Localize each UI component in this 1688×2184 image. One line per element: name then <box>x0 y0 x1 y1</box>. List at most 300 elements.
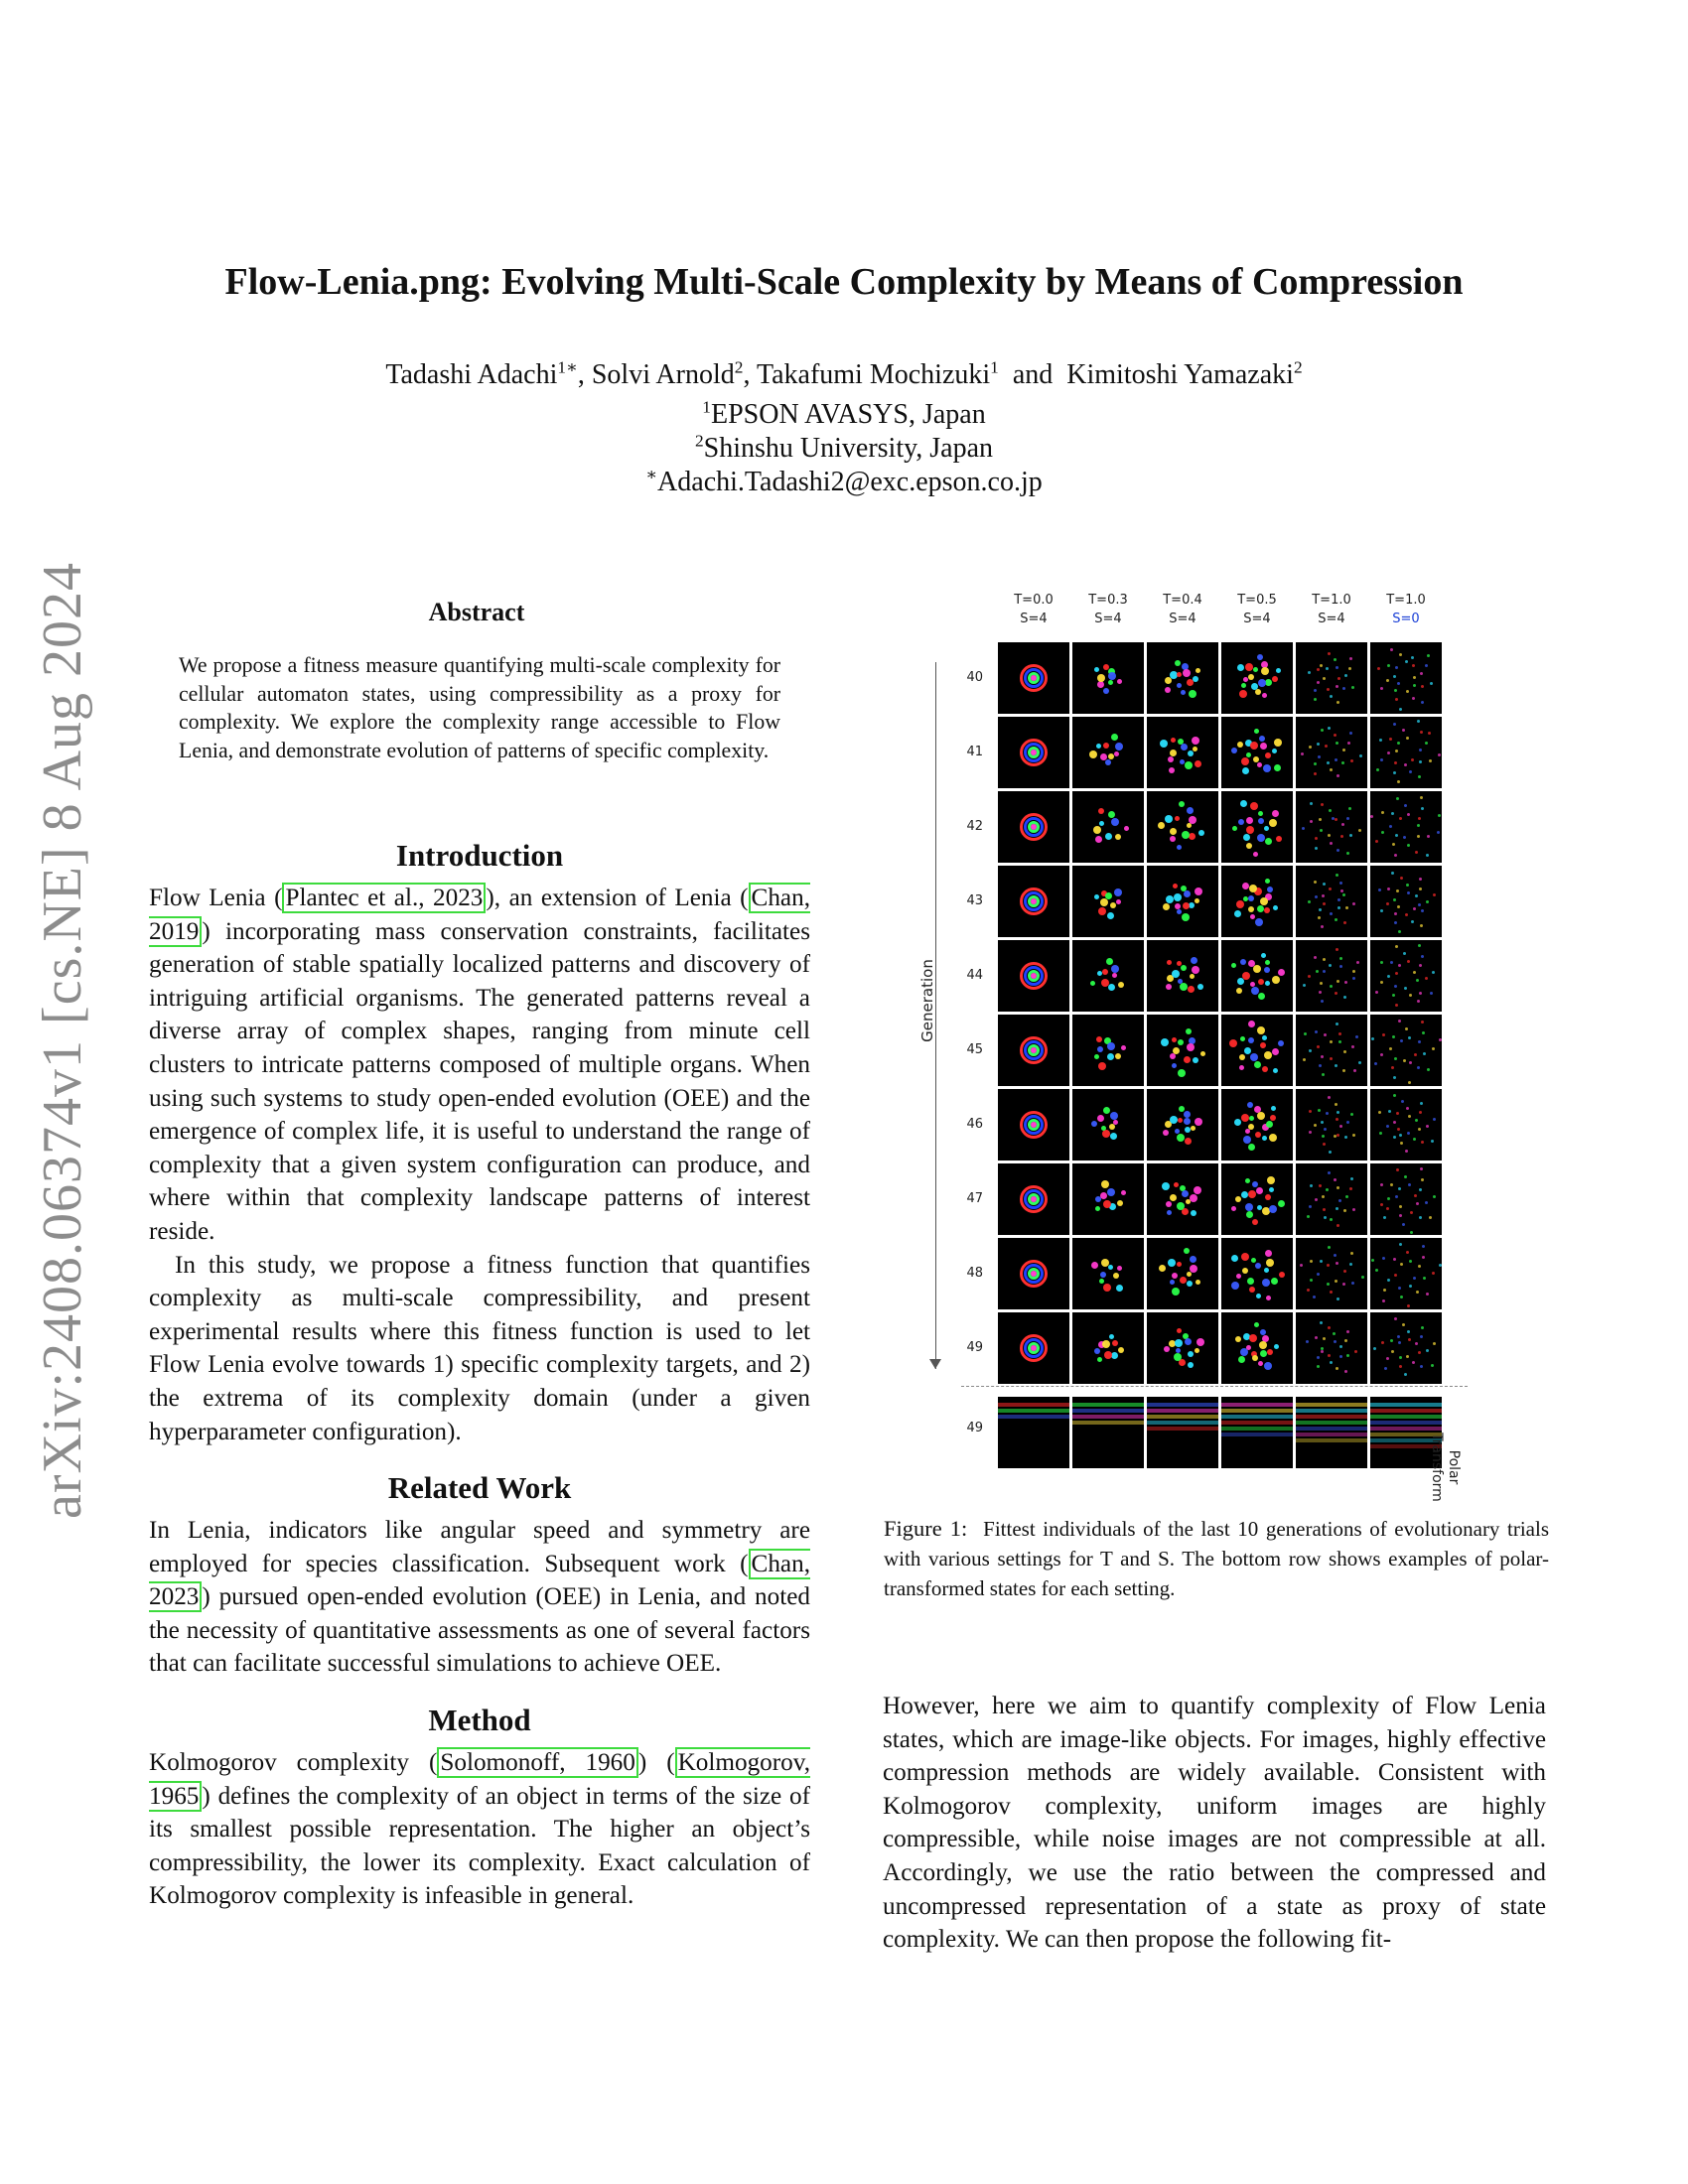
cell-blob <box>1406 1251 1409 1254</box>
polar-band <box>1072 1403 1144 1407</box>
cell-blob <box>1112 973 1117 978</box>
cell-blob <box>1395 698 1398 701</box>
cell-blob <box>1395 834 1398 837</box>
cell-blob <box>1398 930 1401 933</box>
cell-blob <box>1421 909 1424 912</box>
cell-blob <box>1352 1134 1355 1137</box>
cell-blob <box>1108 753 1114 759</box>
cell-blob <box>1274 739 1282 747</box>
cell-blob <box>1177 1262 1182 1267</box>
cell-blob <box>1173 884 1178 888</box>
pattern-cell <box>1296 1015 1367 1086</box>
paper-title: Flow-Lenia.png: Evolving Multi-Scale Complexity by Means of Compression <box>224 261 1464 303</box>
cell-blob <box>1386 902 1389 905</box>
cell-blob <box>1414 1053 1417 1056</box>
cell-blob <box>1315 1030 1318 1033</box>
cell-blob <box>1399 1356 1402 1359</box>
pattern-cell <box>1370 1089 1442 1160</box>
column-header <box>1071 591 1145 628</box>
cell-blob <box>1238 1356 1245 1363</box>
cell-blob <box>1429 1216 1432 1219</box>
cell-blob <box>1115 743 1123 751</box>
cell-blob <box>1416 1202 1419 1205</box>
cell-blob <box>1165 815 1173 823</box>
cell-blob <box>1341 761 1344 764</box>
cell-blob <box>1257 1112 1265 1120</box>
cell-blob <box>1246 826 1254 834</box>
cell-blob <box>1248 906 1254 912</box>
cell-blob <box>1379 1132 1382 1135</box>
generation-label: 47 <box>966 1191 983 1206</box>
cell-blob <box>1188 1351 1194 1357</box>
cell-blob <box>1253 852 1258 857</box>
cell-blob <box>1267 1349 1273 1355</box>
cell-blob <box>1314 956 1317 959</box>
cell-blob <box>1336 1207 1338 1210</box>
cell-blob <box>1394 689 1397 692</box>
cell-blob <box>1438 753 1441 756</box>
cell-blob <box>1388 1110 1391 1113</box>
pattern-cell <box>1147 1238 1218 1309</box>
pattern-cell <box>1296 1397 1367 1468</box>
cell-blob <box>1425 977 1428 980</box>
cell-blob <box>1124 826 1129 831</box>
ring-shape <box>1031 1047 1037 1053</box>
cell-blob <box>1183 902 1190 909</box>
cell-blob <box>1381 831 1384 834</box>
cell-blob <box>1242 883 1249 889</box>
cell-blob <box>1273 1068 1278 1073</box>
cell-blob <box>1430 992 1433 995</box>
cell-blob <box>1240 800 1247 807</box>
cell-blob <box>1315 1198 1318 1201</box>
cell-blob <box>1188 1362 1194 1368</box>
column-t-label: T=0.3 <box>1088 593 1128 608</box>
cell-blob <box>1175 816 1180 821</box>
polar-band <box>1296 1403 1367 1407</box>
cell-blob <box>1186 1199 1191 1204</box>
ring-shape <box>1031 1122 1037 1128</box>
cell-blob <box>1351 1045 1354 1048</box>
cell-blob <box>1336 1023 1338 1025</box>
cell-blob <box>1343 1270 1346 1273</box>
citation-link[interactable]: Kolmogorov, 1965 <box>149 1749 810 1810</box>
cell-blob <box>1342 1283 1345 1286</box>
pattern-cell <box>1221 866 1293 937</box>
cell-blob <box>1265 981 1270 986</box>
polar-band <box>1296 1415 1367 1419</box>
cell-blob <box>1339 1345 1342 1348</box>
cell-blob <box>1333 1332 1336 1335</box>
cell-blob <box>1427 835 1430 838</box>
cell-blob <box>1196 1280 1200 1285</box>
cell-blob <box>1402 729 1405 732</box>
cell-blob <box>1276 836 1282 842</box>
column-header <box>1369 591 1443 628</box>
cell-blob <box>1317 1356 1320 1359</box>
cell-blob <box>1351 686 1354 689</box>
cell-blob <box>1194 1186 1201 1194</box>
cell-blob <box>1328 1354 1331 1357</box>
cell-blob <box>1337 898 1340 901</box>
cell-blob <box>1249 1116 1254 1121</box>
pattern-cell <box>1296 1089 1367 1160</box>
cell-blob <box>1389 1047 1392 1050</box>
cell-blob <box>1261 953 1266 958</box>
cell-blob <box>1373 1347 1376 1350</box>
polar-band <box>998 1415 1069 1419</box>
cell-blob <box>1406 1107 1409 1110</box>
cell-blob <box>1406 690 1409 693</box>
cell-blob <box>1386 679 1389 682</box>
generation-label: 43 <box>966 893 983 908</box>
cell-blob <box>1172 1037 1177 1042</box>
column-t-label: T=1.0 <box>1386 593 1426 608</box>
cell-blob <box>1335 918 1337 921</box>
cell-blob <box>1174 893 1182 901</box>
cell-blob <box>1322 894 1325 897</box>
polar-band <box>1296 1409 1367 1413</box>
cell-blob <box>1096 1036 1102 1042</box>
cell-blob <box>1260 743 1267 750</box>
citation-link[interactable]: Plantec et al., 2023 <box>282 883 486 913</box>
citation-link[interactable]: Solomonoff, 1960 <box>437 1747 638 1778</box>
cell-blob <box>1254 1061 1261 1068</box>
cell-blob <box>1374 1062 1377 1065</box>
cell-blob <box>1349 834 1352 837</box>
cell-blob <box>1413 1277 1416 1280</box>
cell-blob <box>1326 1188 1329 1191</box>
cell-blob <box>1105 833 1112 840</box>
cell-blob <box>1257 654 1263 660</box>
cell-blob <box>1112 1340 1118 1346</box>
cell-blob <box>1417 1066 1420 1069</box>
text-run: In Lenia, indicators like angular speed and symmetry are employed for species classification. Subsequent work ( <box>149 1517 810 1577</box>
cell-blob <box>1321 925 1324 928</box>
cell-blob <box>1324 1216 1327 1219</box>
pattern-cell <box>998 1238 1069 1309</box>
cell-blob <box>1328 1326 1331 1329</box>
cell-blob <box>1187 1043 1195 1051</box>
cell-blob <box>1418 1351 1421 1354</box>
cell-blob <box>1380 1203 1383 1206</box>
cell-blob <box>1327 688 1330 691</box>
cell-blob <box>1353 1069 1356 1072</box>
cell-blob <box>1390 1183 1393 1186</box>
polar-label-line: Transform <box>1429 1433 1445 1502</box>
cell-blob <box>1264 1268 1269 1273</box>
caption-label: Figure 1: <box>884 1516 968 1541</box>
cell-blob <box>1405 1027 1408 1030</box>
cell-blob <box>1249 1334 1257 1342</box>
arxiv-stamp: arXiv:2408.06374v1 [cs.NE] 8 Aug 2024 <box>32 561 93 1519</box>
pattern-cell <box>1221 1238 1293 1309</box>
cell-blob <box>1121 1045 1126 1050</box>
cell-blob <box>1399 708 1402 711</box>
cell-blob <box>1330 768 1333 771</box>
cell-blob <box>1395 972 1398 975</box>
cell-blob <box>1413 1138 1416 1141</box>
pattern-cell <box>998 1015 1069 1086</box>
cell-blob <box>1407 844 1410 847</box>
cell-blob <box>1420 1167 1423 1170</box>
cell-blob <box>1231 1255 1238 1262</box>
cell-blob <box>1258 979 1264 985</box>
cell-blob <box>1346 1330 1349 1333</box>
pattern-cell <box>1147 717 1218 788</box>
cell-blob <box>1354 1350 1357 1353</box>
cell-blob <box>1118 1347 1124 1353</box>
cell-blob <box>1433 893 1436 896</box>
cell-blob <box>1347 742 1350 745</box>
cell-blob <box>1103 1107 1110 1114</box>
cell-blob <box>1402 1223 1405 1226</box>
left-column <box>149 836 810 1913</box>
cell-blob <box>1411 920 1414 923</box>
pattern-cell <box>1296 1238 1367 1309</box>
cell-blob <box>1329 964 1332 967</box>
cell-blob <box>1335 1103 1337 1106</box>
cell-blob <box>1416 979 1419 982</box>
cell-blob <box>1315 1336 1318 1339</box>
polar-band <box>1147 1403 1218 1407</box>
polar-band <box>998 1409 1069 1413</box>
cell-blob <box>1279 1272 1285 1278</box>
cell-blob <box>1350 1252 1353 1255</box>
cell-blob <box>1378 1111 1381 1114</box>
cell-blob <box>1343 921 1346 924</box>
cell-blob <box>1404 763 1407 766</box>
cell-blob <box>1408 1036 1411 1039</box>
cell-blob <box>1262 1035 1267 1040</box>
generation-label: 42 <box>966 819 983 834</box>
cell-blob <box>1264 907 1270 913</box>
cell-blob <box>1278 1040 1284 1046</box>
pattern-cell <box>1147 866 1218 937</box>
cell-blob <box>1118 982 1124 988</box>
cell-blob <box>1433 1118 1436 1121</box>
cell-blob <box>1094 894 1099 899</box>
cell-blob <box>1163 903 1170 910</box>
cell-blob <box>1248 895 1254 901</box>
cell-blob <box>1246 752 1251 757</box>
cell-blob <box>1265 879 1270 884</box>
cell-blob <box>1330 1361 1333 1364</box>
pattern-cell <box>1296 717 1367 788</box>
cell-blob <box>1323 1337 1326 1340</box>
cell-blob <box>1184 1248 1190 1254</box>
cell-blob <box>1337 906 1340 909</box>
cell-blob <box>1348 807 1351 810</box>
cell-blob <box>1419 749 1422 751</box>
cell-blob <box>1397 1335 1400 1338</box>
cell-blob <box>1323 1208 1326 1211</box>
cell-blob <box>1418 903 1421 906</box>
cell-blob <box>1248 1190 1256 1198</box>
cell-blob <box>1246 843 1252 849</box>
cell-blob <box>1262 693 1267 698</box>
cell-blob <box>1328 727 1331 730</box>
cell-blob <box>1329 1151 1332 1154</box>
section-heading-related-work: Related Work <box>387 1470 572 1506</box>
cell-blob <box>1376 768 1379 771</box>
cell-blob <box>1177 845 1182 850</box>
cell-blob <box>1314 772 1317 775</box>
cell-blob <box>1317 1045 1320 1048</box>
cell-blob <box>1106 958 1113 965</box>
ring-shape <box>1031 675 1037 681</box>
cell-blob <box>1334 1340 1336 1343</box>
cell-blob <box>1189 902 1195 908</box>
cell-blob <box>1342 1069 1345 1072</box>
pattern-cell <box>1147 642 1218 714</box>
cell-blob <box>1336 1111 1339 1114</box>
cell-blob <box>1426 1293 1429 1296</box>
pattern-cell <box>1370 1238 1442 1309</box>
cell-blob <box>1393 723 1396 726</box>
cell-blob <box>1419 964 1422 967</box>
cell-blob <box>1166 895 1174 903</box>
email-text: Adachi.Tadashi2@exc.epson.co.jp <box>657 467 1043 497</box>
pattern-cell <box>998 1312 1069 1384</box>
cell-blob <box>1200 1051 1205 1056</box>
cell-blob <box>1422 1256 1425 1259</box>
cell-blob <box>1323 958 1326 961</box>
cell-blob <box>1111 818 1119 826</box>
cell-blob <box>1107 1042 1115 1050</box>
cell-blob <box>1400 1039 1403 1042</box>
cell-blob <box>1116 899 1121 904</box>
cell-blob <box>1265 960 1270 965</box>
cell-blob <box>1325 745 1328 748</box>
cell-blob <box>1409 1285 1412 1288</box>
cell-blob <box>1170 1280 1175 1285</box>
citation-link[interactable]: Chan, 2019 <box>149 885 810 945</box>
cell-blob <box>1111 1352 1118 1359</box>
cell-blob <box>1243 896 1248 901</box>
cell-blob <box>1245 1129 1250 1134</box>
cell-blob <box>1181 744 1188 751</box>
cell-blob <box>1351 1282 1354 1285</box>
cell-blob <box>1191 1210 1196 1216</box>
cell-blob <box>1303 1058 1306 1061</box>
citation-link[interactable]: Chan, 2023 <box>149 1550 810 1611</box>
polar-band <box>1296 1438 1367 1442</box>
pattern-cell <box>998 866 1069 937</box>
cell-blob <box>1393 1136 1396 1139</box>
section-heading-method: Method <box>428 1703 531 1738</box>
author-name: Kimitoshi Yamazaki <box>1066 359 1294 390</box>
cell-blob <box>1421 1141 1424 1144</box>
cell-blob <box>1321 729 1324 732</box>
cell-blob <box>1430 682 1433 685</box>
cell-blob <box>1413 971 1416 974</box>
cell-blob <box>1419 760 1422 763</box>
cell-blob <box>1421 807 1424 810</box>
pattern-cell <box>1221 1312 1293 1384</box>
cell-blob <box>1336 874 1338 877</box>
cell-blob <box>1431 1364 1434 1367</box>
cell-blob <box>1108 811 1115 818</box>
polar-band <box>1296 1421 1367 1425</box>
cell-blob <box>1335 758 1337 761</box>
generation-label: 46 <box>966 1117 983 1132</box>
cell-blob <box>1179 801 1185 807</box>
cell-blob <box>1164 1346 1170 1352</box>
cell-blob <box>1317 1273 1320 1276</box>
cell-blob <box>1422 1245 1425 1248</box>
cell-blob <box>1191 1126 1196 1131</box>
cell-blob <box>1413 907 1416 910</box>
column-header <box>997 591 1070 628</box>
cell-blob <box>1172 1288 1180 1296</box>
cell-blob <box>1349 1263 1352 1266</box>
cell-blob <box>1314 698 1317 701</box>
cell-blob <box>1386 1125 1389 1128</box>
cell-blob <box>1426 1125 1429 1128</box>
cell-blob <box>1114 888 1122 896</box>
author-line: Tadashi Adachi$^{1∗}$, Solvi Arnold$^2$, Takafumi Mochizuki$^1$ and Kimitoshi Yamazaki$^2$ <box>385 357 1303 390</box>
cell-blob <box>1187 823 1192 828</box>
cell-blob <box>1269 1205 1277 1213</box>
cell-blob <box>1323 902 1326 905</box>
cell-blob <box>1094 1054 1099 1059</box>
cell-blob <box>1390 1339 1393 1342</box>
cell-blob <box>1397 1128 1400 1131</box>
polar-band <box>1147 1415 1218 1419</box>
cell-blob <box>1116 1285 1123 1292</box>
cell-blob <box>1380 1053 1383 1056</box>
cell-blob <box>1429 759 1432 762</box>
cell-blob <box>1188 751 1194 756</box>
cell-blob <box>1314 881 1317 884</box>
cell-blob <box>1254 1322 1259 1327</box>
cell-blob <box>1412 697 1415 700</box>
cell-blob <box>1110 902 1116 908</box>
cell-blob <box>1344 674 1347 677</box>
affil-sup: ∗ <box>645 465 658 484</box>
cell-blob <box>1272 1048 1279 1055</box>
cell-blob <box>1324 1128 1327 1131</box>
cell-blob <box>1417 835 1420 838</box>
cell-blob <box>1399 1134 1402 1137</box>
polar-transform-label <box>1428 1423 1462 1512</box>
cell-blob <box>1420 672 1423 675</box>
cell-blob <box>1375 840 1378 843</box>
cell-blob <box>1395 750 1398 752</box>
text-run: ) pursued open-ended evolution (OEE) in Lenia, and noted the necessity of quantitative assessments as one of several factors that can facilitate successful simulations to achieve OEE. <box>149 1583 810 1678</box>
cell-blob <box>1416 1291 1419 1294</box>
polar-band <box>1221 1409 1293 1413</box>
cell-blob <box>1319 991 1322 994</box>
cell-blob <box>1260 1042 1266 1048</box>
pattern-cell <box>1072 642 1144 714</box>
cell-blob <box>1267 887 1273 892</box>
cell-blob <box>1413 676 1416 679</box>
cell-blob <box>1344 1339 1347 1342</box>
ring-shape <box>1031 1196 1037 1202</box>
cell-blob <box>1255 689 1261 695</box>
cell-blob <box>1404 804 1407 807</box>
cell-blob <box>1393 898 1396 901</box>
cell-blob <box>1420 1335 1423 1338</box>
polar-band <box>1370 1409 1442 1413</box>
cell-blob <box>1355 1035 1358 1038</box>
cell-blob <box>1247 1278 1254 1285</box>
cell-blob <box>1246 1345 1251 1350</box>
pattern-cell <box>998 717 1069 788</box>
cell-blob <box>1253 756 1259 762</box>
